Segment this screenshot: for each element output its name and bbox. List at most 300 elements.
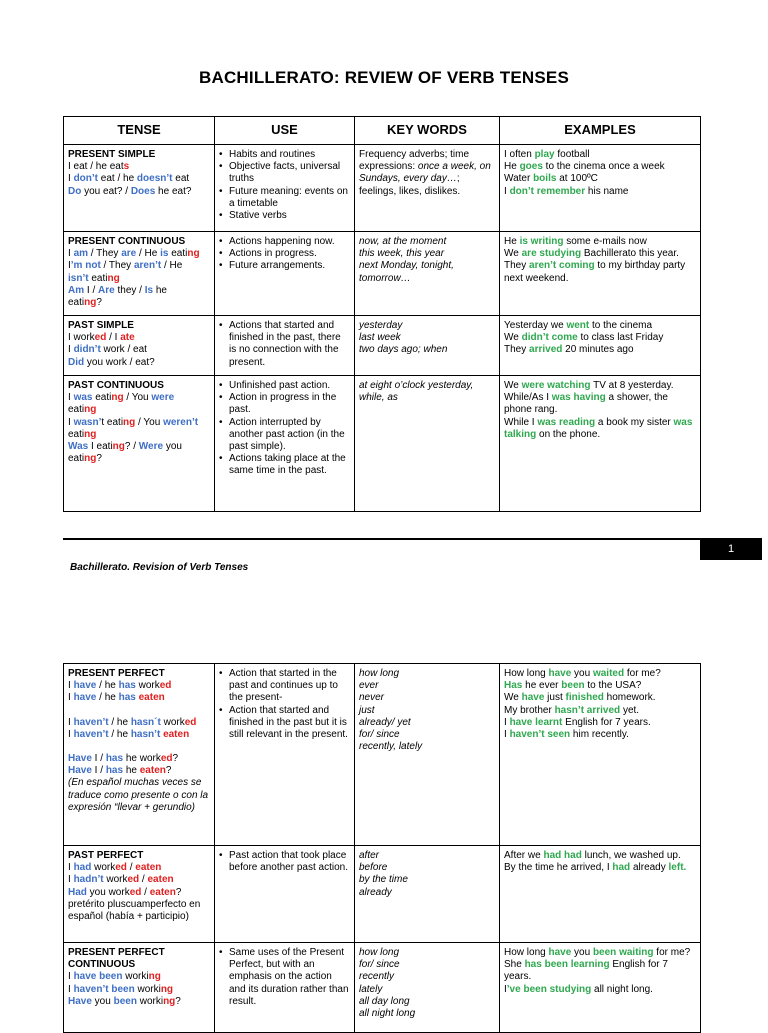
text-run: By the time he arrived, I	[504, 862, 613, 874]
text-run: ng	[148, 971, 161, 983]
text-run: / He	[161, 260, 183, 272]
text-run: We	[504, 692, 522, 704]
text-run: after	[359, 850, 380, 861]
example-line	[504, 320, 696, 332]
use-list	[219, 320, 350, 369]
text-run: ed	[127, 874, 140, 886]
text-run: had	[73, 862, 92, 874]
form-line	[68, 899, 210, 923]
use-item: • Actions happening now.	[219, 236, 350, 248]
text-run: Have	[68, 765, 92, 777]
use-cell	[215, 376, 355, 512]
use-item: • Same uses of the Present Perfect, but with an emphasis on the action and its duration rather than result.	[219, 947, 350, 1008]
text-run: is	[160, 248, 169, 260]
use-list	[219, 236, 350, 273]
text-run: I often	[504, 149, 535, 160]
text-run: We	[504, 248, 522, 260]
text-run: ?	[96, 453, 102, 465]
form-line	[68, 753, 210, 765]
text-run: Yesterday we	[504, 320, 567, 331]
text-run: yet.	[620, 704, 640, 716]
text-run: all night long.	[591, 983, 653, 995]
text-run: work	[103, 874, 128, 886]
text-run: aren’t coming	[529, 260, 595, 272]
text-run: was	[73, 392, 93, 404]
text-run: to my birthday party next weekend.	[504, 260, 686, 284]
text-run: They	[504, 260, 530, 272]
text-run: have learnt	[509, 716, 563, 728]
tense-cell	[64, 943, 215, 1033]
key-words-line	[359, 717, 495, 729]
key-words-line	[359, 996, 495, 1008]
text-run: Do	[68, 185, 82, 197]
text-run: ?	[172, 753, 179, 765]
text-run: I	[68, 680, 74, 692]
form-line	[68, 887, 210, 899]
examples-cell	[500, 316, 701, 376]
text-run: goes	[519, 161, 543, 173]
key-words-line	[359, 729, 495, 741]
text-run: worki	[136, 995, 164, 1007]
text-run: this week, this year	[359, 248, 445, 260]
text-run: you work	[86, 886, 130, 898]
text-run: he	[123, 765, 140, 777]
text-run: already	[630, 862, 669, 874]
text-run: worki	[134, 983, 161, 995]
text-run: I	[68, 971, 74, 983]
tense-name: PAST SIMPLE	[68, 320, 134, 331]
text-run: I	[68, 344, 74, 356]
form-line	[68, 692, 210, 704]
use-item: • Future arrangements.	[219, 260, 350, 272]
form-line	[68, 417, 210, 429]
text-run: ed	[115, 862, 127, 874]
text-run: How long	[504, 947, 549, 958]
text-run: by the time	[359, 874, 408, 886]
text-run: were	[151, 392, 175, 404]
text-run: once a week, on Sundays, every day…	[359, 161, 491, 185]
text-run: eaten	[147, 874, 174, 886]
text-run: at 100ºC	[556, 173, 598, 185]
text-run: to class last Friday	[577, 332, 664, 344]
page-title: BACHILLERATO: REVIEW OF VERB TENSES	[198, 68, 569, 87]
text-run: to the cinema	[589, 320, 653, 331]
text-run: have	[73, 692, 97, 704]
text-run: ?	[96, 297, 102, 309]
text-run: doesn’t	[136, 173, 173, 185]
tense-cell	[64, 232, 215, 316]
text-run: English for 7 years.	[562, 716, 651, 728]
text-run: eaten	[163, 728, 190, 740]
use-cell	[215, 316, 355, 376]
example-line	[504, 161, 696, 173]
text-run: ng	[123, 416, 136, 428]
text-run: ng	[84, 453, 97, 465]
text-run: ?	[175, 995, 181, 1007]
key-words-cell	[355, 846, 500, 943]
text-run: for me?	[653, 947, 691, 958]
text-run: I work	[68, 332, 95, 344]
key-words-line	[359, 236, 495, 248]
form-line	[68, 984, 210, 996]
text-run: has	[118, 692, 136, 704]
examples-cell	[500, 145, 701, 232]
text-run: I	[504, 185, 510, 197]
form-line	[68, 273, 210, 285]
text-run: he eat?	[155, 185, 192, 197]
text-run: ng	[160, 983, 174, 995]
text-run: eaten	[139, 765, 166, 777]
text-run: eati	[168, 248, 188, 260]
text-run: already/ yet	[359, 716, 411, 728]
key-words-cell	[355, 943, 500, 1033]
key-words-line	[359, 874, 495, 886]
tense-name: PRESENT PERFECT	[68, 668, 165, 679]
text-run: he work	[123, 753, 161, 765]
text-run: eaten	[138, 692, 165, 704]
form-line	[68, 260, 210, 272]
text-run: TV at 8 yesterday.	[590, 380, 674, 391]
text-run: / You	[135, 416, 164, 428]
text-run: Had	[68, 886, 87, 898]
text-run: a book my sister	[595, 416, 674, 428]
text-run: homework.	[603, 692, 656, 704]
form-line	[68, 297, 210, 309]
use-list	[219, 149, 350, 222]
key-words-cell	[355, 376, 500, 512]
key-words-cell	[355, 232, 500, 316]
text-run: don’t	[73, 173, 98, 185]
use-item: • Action interrupted by another past action (in the past simple).	[219, 417, 350, 454]
text-run: weren’t	[163, 416, 199, 428]
key-words-line	[359, 887, 495, 899]
use-item: • Habits and routines	[219, 149, 350, 161]
form-line	[68, 441, 210, 453]
text-run: recently	[359, 971, 395, 983]
text-run: to the cinema once a week	[542, 161, 665, 173]
text-run: Were	[138, 441, 164, 453]
text-run: for me?	[624, 668, 661, 679]
form-line	[68, 161, 210, 173]
examples-cell	[500, 232, 701, 316]
form-line	[68, 996, 210, 1008]
text-run: finished	[565, 692, 604, 704]
text-run: has	[105, 765, 124, 777]
text-run: / You	[123, 392, 152, 404]
text-run: haven’t seen	[509, 729, 571, 741]
text-run: was having	[551, 392, 606, 404]
tense-name: PRESENT SIMPLE	[68, 149, 156, 160]
form-line	[68, 392, 210, 404]
verb-tense-table-page-2	[63, 663, 701, 1033]
text-run: have	[548, 947, 572, 958]
text-run: hadn’t	[73, 874, 104, 886]
text-run: now, at the moment	[359, 236, 447, 247]
key-words-line	[359, 260, 495, 284]
text-run: We	[504, 332, 522, 344]
form-line	[68, 404, 210, 416]
text-run: Was	[68, 441, 89, 453]
text-run: haven’t	[73, 716, 109, 728]
text-run: My brother	[504, 704, 555, 716]
example-line	[504, 729, 696, 741]
use-item: • Actions that started and finished in the past, there is no connection with the present.	[219, 320, 350, 369]
example-line	[504, 248, 696, 260]
text-run: I /	[91, 765, 106, 777]
text-run: don’t remember	[509, 185, 586, 197]
text-run: last week	[359, 332, 401, 344]
text-run: haven’t	[73, 728, 109, 740]
tense-cell	[64, 664, 215, 846]
text-run: Is	[144, 284, 154, 296]
text-run: I	[68, 862, 74, 874]
example-line	[504, 668, 696, 680]
text-run: / he	[108, 728, 131, 740]
text-run: has been learning	[524, 959, 610, 971]
text-run: two days ago; when	[359, 344, 448, 356]
text-run: been	[561, 680, 585, 692]
key-words-line	[359, 668, 495, 680]
text-run: pretérito pluscuamperfecto en español (había + participio)	[68, 898, 201, 923]
use-item: • Action that started and finished in the past but it is still relevant in the present.	[219, 705, 350, 742]
text-run: (En español muchas veces se traduce como presente o con la expresión “llevar + gerundio)	[68, 777, 209, 813]
text-run: ’m not	[70, 260, 101, 272]
tense-name: PAST PERFECT	[68, 850, 144, 861]
text-run: Am	[68, 284, 85, 296]
text-run: have	[548, 668, 572, 679]
text-run: work / eat	[100, 344, 147, 356]
text-run: He	[504, 236, 520, 247]
table-row	[64, 664, 701, 846]
text-run: am	[73, 248, 89, 260]
text-run: English for 7 years.	[504, 959, 668, 983]
text-run: had	[612, 862, 631, 874]
use-cell	[215, 232, 355, 316]
key-words-line	[359, 984, 495, 996]
text-run: didn’t come	[521, 332, 578, 344]
text-run: Does	[130, 185, 156, 197]
text-run: aren’t	[133, 260, 162, 272]
text-run: you work / eat?	[84, 356, 155, 368]
text-run: hasn´t	[130, 716, 161, 728]
text-run: work	[160, 716, 185, 728]
text-run: has	[105, 753, 124, 765]
text-run: arrived	[529, 344, 563, 356]
text-run: We	[504, 380, 522, 391]
key-words-line	[359, 380, 495, 404]
example-line	[504, 850, 696, 862]
text-run: / he	[108, 716, 131, 728]
use-cell	[215, 846, 355, 943]
text-run: ed	[94, 332, 107, 344]
text-run: he ever	[522, 680, 562, 692]
text-run: how long	[359, 947, 400, 958]
text-run: just	[544, 692, 566, 704]
table-row	[64, 232, 701, 316]
example-line	[504, 417, 696, 441]
text-run: you	[571, 947, 593, 958]
text-run: I	[504, 716, 510, 728]
text-run: / I	[106, 332, 121, 344]
text-run: for/ since	[359, 729, 400, 741]
text-run: for/ since	[359, 959, 400, 971]
text-run: has	[118, 680, 136, 692]
example-line	[504, 344, 696, 356]
tense-name: PRESENT CONTINUOUS	[68, 236, 186, 247]
text-run: They	[504, 344, 530, 356]
verb-tense-table-page-1	[63, 116, 701, 512]
form-line	[68, 717, 210, 729]
examples-cell	[500, 846, 701, 943]
key-words-line	[359, 149, 495, 198]
text-run: boils	[533, 173, 557, 185]
example-line	[504, 984, 696, 996]
use-item: • Stative verbs	[219, 210, 350, 222]
text-run: have	[521, 692, 545, 704]
key-words-line	[359, 692, 495, 704]
page-number: 1	[700, 538, 762, 560]
table-row	[64, 376, 701, 512]
text-run: to the USA?	[584, 680, 642, 692]
use-item: • Unfinished past action.	[219, 380, 350, 392]
text-run: at eight o’clock yesterday, while, as	[359, 380, 474, 404]
table-row	[64, 316, 701, 376]
text-run: Have	[68, 995, 92, 1007]
form-line	[68, 429, 210, 441]
example-line	[504, 680, 696, 692]
text-run: was talking	[504, 416, 693, 440]
example-line	[504, 173, 696, 185]
key-words-line	[359, 344, 495, 356]
text-run: While/As I	[504, 392, 552, 404]
example-line	[504, 717, 696, 729]
header-examples: EXAMPLES	[500, 117, 701, 145]
text-run: I	[504, 729, 510, 741]
text-run: you	[163, 441, 182, 453]
key-words-line	[359, 705, 495, 717]
tense-cell	[64, 316, 215, 376]
text-run: I	[68, 173, 74, 185]
use-item: • Action in progress in the past.	[219, 392, 350, 416]
text-run: Has	[504, 680, 523, 692]
text-run: he	[153, 284, 167, 296]
text-run: isn’t	[68, 272, 89, 284]
text-run: ?	[165, 765, 172, 777]
key-words-cell	[355, 145, 500, 232]
text-run: are studying	[521, 248, 582, 260]
text-run: I	[68, 392, 74, 404]
text-run: is writing	[519, 236, 564, 247]
text-run: eati	[88, 272, 108, 284]
text-run: After we	[504, 850, 544, 861]
key-words-line	[359, 680, 495, 692]
form-line	[68, 741, 210, 753]
tense-name: PRESENT PERFECT CONTINUOUS	[68, 947, 165, 971]
text-run: worki	[122, 971, 149, 983]
text-run: just	[359, 704, 375, 716]
example-line	[504, 959, 696, 983]
key-words-cell	[355, 316, 500, 376]
example-line	[504, 862, 696, 874]
header-tense: TENSE	[64, 117, 215, 145]
text-run: next Monday, tonight, tomorrow…	[359, 260, 454, 284]
text-run: had had	[543, 850, 582, 861]
text-run: his name	[585, 185, 629, 197]
text-run: wasn’	[73, 416, 102, 428]
key-words-line	[359, 248, 495, 260]
form-line	[68, 186, 210, 198]
text-run: they /	[114, 284, 145, 296]
use-cell	[215, 145, 355, 232]
text-run: been	[113, 995, 137, 1007]
use-item: • Past action that took place before another past action.	[219, 850, 350, 874]
text-run: were watching	[521, 380, 591, 391]
text-run: are	[121, 248, 137, 260]
use-item: • Future meaning: events on a timetable	[219, 186, 350, 210]
text-run: eati	[68, 428, 85, 440]
text-run: eati	[92, 392, 112, 404]
text-run: ng	[107, 272, 120, 284]
text-run: never	[359, 692, 385, 704]
form-line	[68, 173, 210, 185]
text-run: I /	[84, 284, 99, 296]
form-line	[68, 874, 210, 886]
example-line	[504, 947, 696, 959]
text-run: all day long	[359, 995, 410, 1007]
text-run: ng	[111, 392, 124, 404]
use-list	[219, 668, 350, 741]
text-run: eati	[68, 404, 85, 416]
use-cell	[215, 943, 355, 1033]
text-run: s	[123, 161, 130, 173]
text-run: I	[68, 260, 71, 272]
text-run: him recently.	[570, 729, 629, 741]
text-run: already	[359, 886, 392, 898]
text-run: football	[554, 149, 590, 160]
text-run: ng	[187, 248, 200, 260]
key-words-line	[359, 1008, 495, 1020]
text-run: eaten	[135, 862, 162, 874]
text-run: ; feelings, likes, dislikes.	[359, 173, 461, 197]
text-run: hasn’t arrived	[554, 704, 621, 716]
text-run: been waiting	[592, 947, 654, 958]
text-run: ng	[163, 995, 176, 1007]
key-words-line	[359, 862, 495, 874]
text-run: / He	[136, 248, 161, 260]
text-run: ng	[84, 428, 97, 440]
text-run: ? /	[124, 441, 139, 453]
text-run: I	[68, 983, 74, 995]
text-run: I eati	[88, 441, 113, 453]
tense-cell	[64, 145, 215, 232]
text-run: /	[139, 874, 148, 886]
text-run: 20 minutes ago	[562, 344, 634, 356]
key-words-line	[359, 959, 495, 971]
form-line	[68, 344, 210, 356]
text-run: on the phone.	[536, 428, 601, 440]
text-run: Bachillerato this year.	[581, 248, 679, 260]
text-run: ed	[160, 753, 173, 765]
text-run: lately	[359, 983, 383, 995]
examples-cell	[500, 376, 701, 512]
text-run: waited	[592, 668, 625, 679]
use-item: • Action that started in the past and continues up to the present-	[219, 668, 350, 705]
text-run: you	[91, 995, 114, 1007]
text-run: you eat? /	[81, 185, 131, 197]
text-run: I	[68, 716, 74, 728]
table-row	[64, 846, 701, 943]
text-run: I	[68, 874, 74, 886]
